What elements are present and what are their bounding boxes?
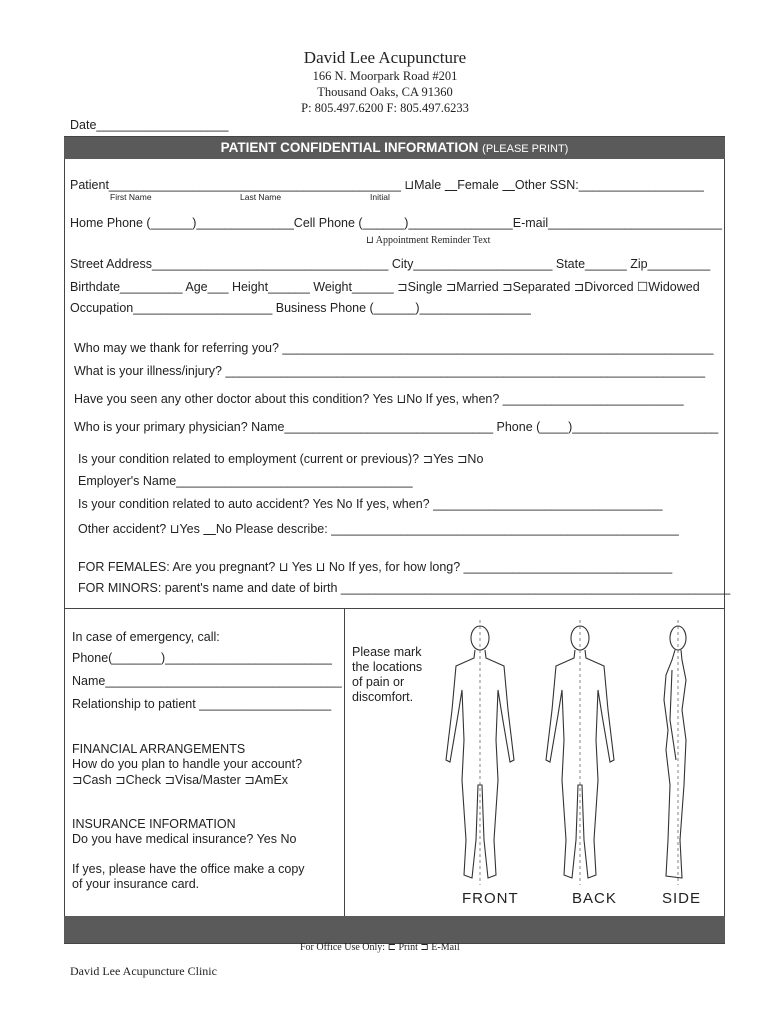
back-label: BACK bbox=[572, 890, 617, 907]
emergency-phone[interactable]: Phone(_______)________________________ bbox=[72, 651, 332, 665]
occupation-line[interactable]: Occupation____________________ Business Phone (______)________________ bbox=[70, 301, 531, 315]
reminder-label: Appointment Reminder Text bbox=[375, 235, 491, 246]
phones-line[interactable]: Home Phone (______)______________Cell Phone (______)_______________E-mail_________________________ bbox=[70, 216, 722, 230]
front-label: FRONT bbox=[462, 890, 519, 907]
financial-question: How do you plan to handle your account? bbox=[72, 757, 303, 771]
patient-name-line[interactable]: Patient__________________________________________ ⊔Male ⎽Female ⎽Other SSN:__________________ bbox=[70, 178, 704, 192]
side-figure bbox=[664, 620, 686, 885]
address-line-1: 166 N. Moorpark Road #201 bbox=[312, 69, 458, 83]
back-figure bbox=[546, 620, 614, 885]
body-chart-instructions: Please mark the locations of pain or discomfort. bbox=[352, 645, 423, 704]
insurance-question[interactable]: Do you have medical insurance? Yes No bbox=[72, 832, 297, 846]
physician-question[interactable]: Who is your primary physician? Name______________________________ Phone (____)_____________________ bbox=[74, 420, 719, 434]
date-field[interactable]: Date___________________ bbox=[70, 118, 229, 132]
section-divider bbox=[64, 608, 725, 609]
initial-caption: Initial bbox=[370, 192, 390, 202]
insurance-note-2: of your insurance card. bbox=[72, 877, 200, 891]
birth-line[interactable]: Birthdate_________ Age___ Height______ Weight______ ⊐Single ⊐Married ⊐Separated ⊐Divorced ☐Widowed bbox=[70, 280, 700, 294]
office-use[interactable]: For Office Use Only: ⊏ Print ⊐ E-Mail bbox=[300, 942, 460, 953]
employment-question[interactable]: Is your condition related to employment (current or previous)? ⊐Yes ⊐No bbox=[78, 452, 484, 466]
side-label: SIDE bbox=[662, 890, 702, 907]
front-figure bbox=[446, 620, 514, 885]
address-line-2: Thousand Oaks, CA 91360 bbox=[317, 85, 453, 99]
clinic-name: David Lee Acupuncture bbox=[303, 48, 467, 67]
footer-clinic-name: David Lee Acupuncture Clinic bbox=[70, 964, 217, 978]
other-doctor-question[interactable]: Have you seen any other doctor about this condition? Yes ⊔No If yes, when? __________________________ bbox=[74, 392, 684, 406]
reminder-checkbox[interactable]: ⊔ Appointment Reminder Text bbox=[366, 235, 491, 246]
body-chart[interactable] bbox=[420, 620, 720, 895]
insurance-title: INSURANCE INFORMATION bbox=[72, 817, 236, 831]
emergency-title: In case of emergency, call: bbox=[72, 630, 220, 644]
emergency-name[interactable]: Name__________________________________ bbox=[72, 674, 342, 688]
banner-title: PATIENT CONFIDENTIAL INFORMATION (PLEASE PRINT) bbox=[220, 140, 569, 155]
financial-title: FINANCIAL ARRANGEMENTS bbox=[72, 742, 246, 756]
pregnant-question[interactable]: FOR FEMALES: Are you pregnant? ⊔ Yes ⊔ No If yes, for how long? ______________________________ bbox=[78, 560, 673, 574]
column-divider bbox=[344, 608, 345, 916]
minors-question[interactable]: FOR MINORS: parent's name and date of birth ________________________________________________________ bbox=[78, 581, 731, 595]
referral-question[interactable]: Who may we thank for referring you? ______________________________________________________________ bbox=[74, 341, 714, 355]
illness-question[interactable]: What is your illness/injury? _____________________________________________________________________ bbox=[74, 364, 706, 378]
address-line[interactable]: Street Address__________________________________ City____________________ State______ Zip_________ bbox=[70, 257, 711, 271]
last-name-caption: Last Name bbox=[240, 192, 282, 202]
employer-field[interactable]: Employer's Name__________________________________ bbox=[78, 474, 413, 488]
insurance-note-1: If yes, please have the office make a copy bbox=[72, 862, 305, 876]
other-accident-question[interactable]: Other accident? ⊔Yes ⎽No Please describe: __________________________________________________ bbox=[78, 522, 679, 536]
payment-options[interactable]: ⊐Cash ⊐Check ⊐Visa/Master ⊐AmEx bbox=[72, 773, 289, 787]
first-name-caption: First Name bbox=[110, 192, 152, 202]
emergency-relationship[interactable]: Relationship to patient ___________________ bbox=[72, 697, 332, 711]
phone-fax: P: 805.497.6200 F: 805.497.6233 bbox=[301, 101, 469, 115]
bottom-bar bbox=[64, 916, 725, 943]
auto-accident-question[interactable]: Is your condition related to auto accident? Yes No If yes, when? _________________________________ bbox=[78, 497, 663, 511]
